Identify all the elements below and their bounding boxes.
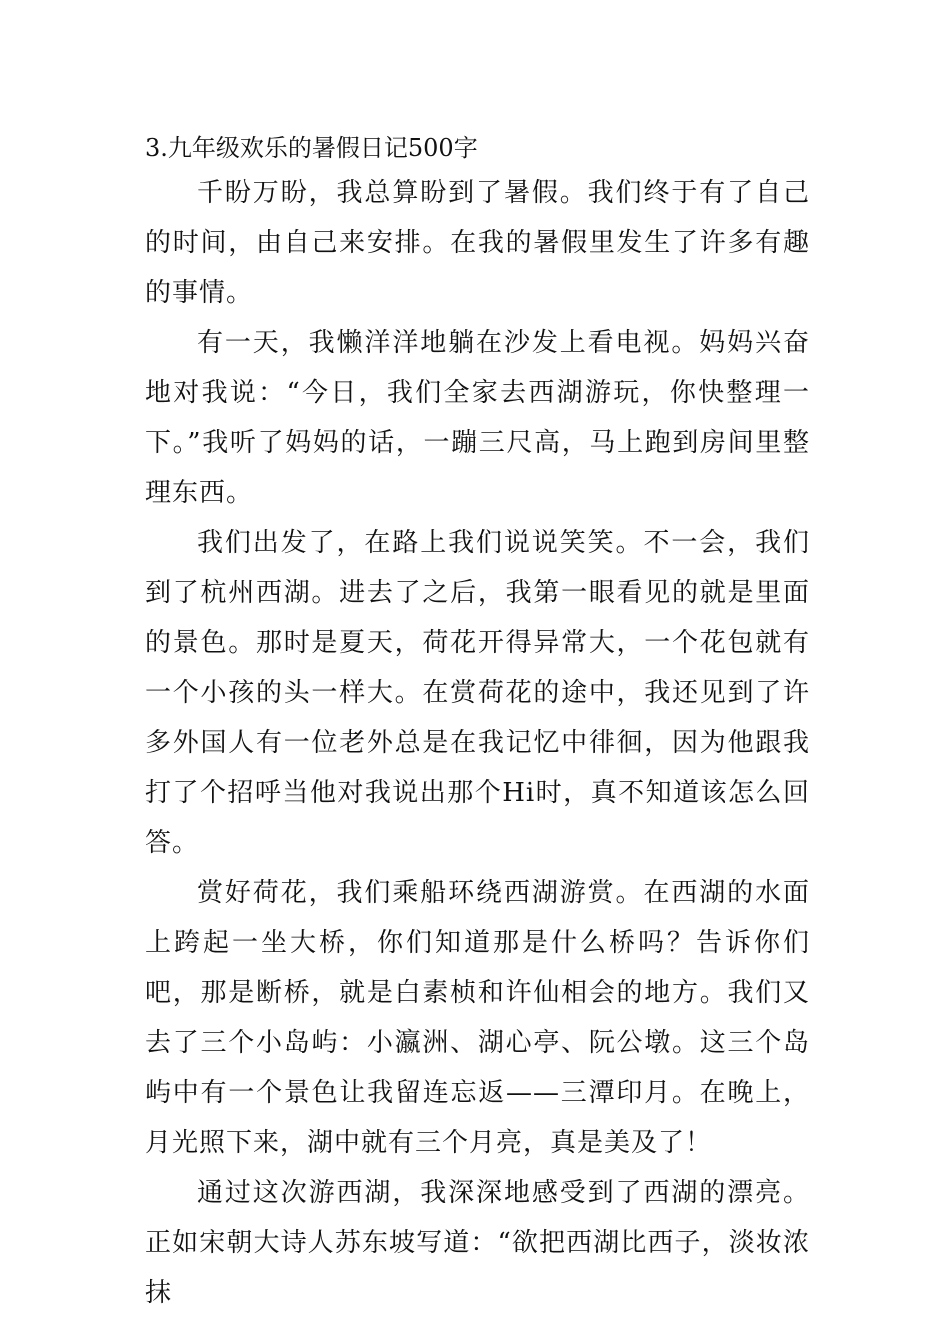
paragraph-4: 赏好荷花，我们乘船环绕西湖游赏。在西湖的水面上跨起一坐大桥，你们知道那是什么桥吗？告诉你们吧，那是断桥，就是白素桢和许仙相会的地方。我们又去了三个小岛屿：小瀛洲、湖心亭、阮公墩。这三个岛屿中有一个景色让我留连忘返——三潭印月。在晚上，月光照下来，湖中就有三个月亮，真是美及了！	[145, 878, 810, 1158]
paragraph-1: 千盼万盼，我总算盼到了暑假。我们终于有了自己的时间，由自己来安排。在我的暑假里发生了许多有趣的事情。	[145, 178, 810, 308]
document-title: 3.九年级欢乐的暑假日记500字	[145, 134, 478, 162]
paragraph-3: 我们出发了，在路上我们说说笑笑。不一会，我们到了杭州西湖。进去了之后，我第一眼看见的就是里面的景色。那时是夏天，荷花开得异常大，一个花包就有一个小孩的头一样大。在赏荷花的途中，我还见到了许多外国人有一位老外总是在我记忆中徘徊，因为他跟我打了个招呼当他对我说出那个Hi时，真不知道该怎么回答。	[145, 528, 810, 858]
paragraph-2: 有一天，我懒洋洋地躺在沙发上看电视。妈妈兴奋地对我说：“今日，我们全家去西湖游玩，你快整理一下。”我听了妈妈的话，一蹦三尺高，马上跑到房间里整理东西。	[145, 328, 810, 508]
document-page	[145, 128, 810, 1318]
paragraph-5: 通过这次游西湖，我深深地感受到了西湖的漂亮。正如宋朝大诗人苏东坡写道：“欲把西湖比西子，淡妆浓抹	[145, 1178, 810, 1308]
